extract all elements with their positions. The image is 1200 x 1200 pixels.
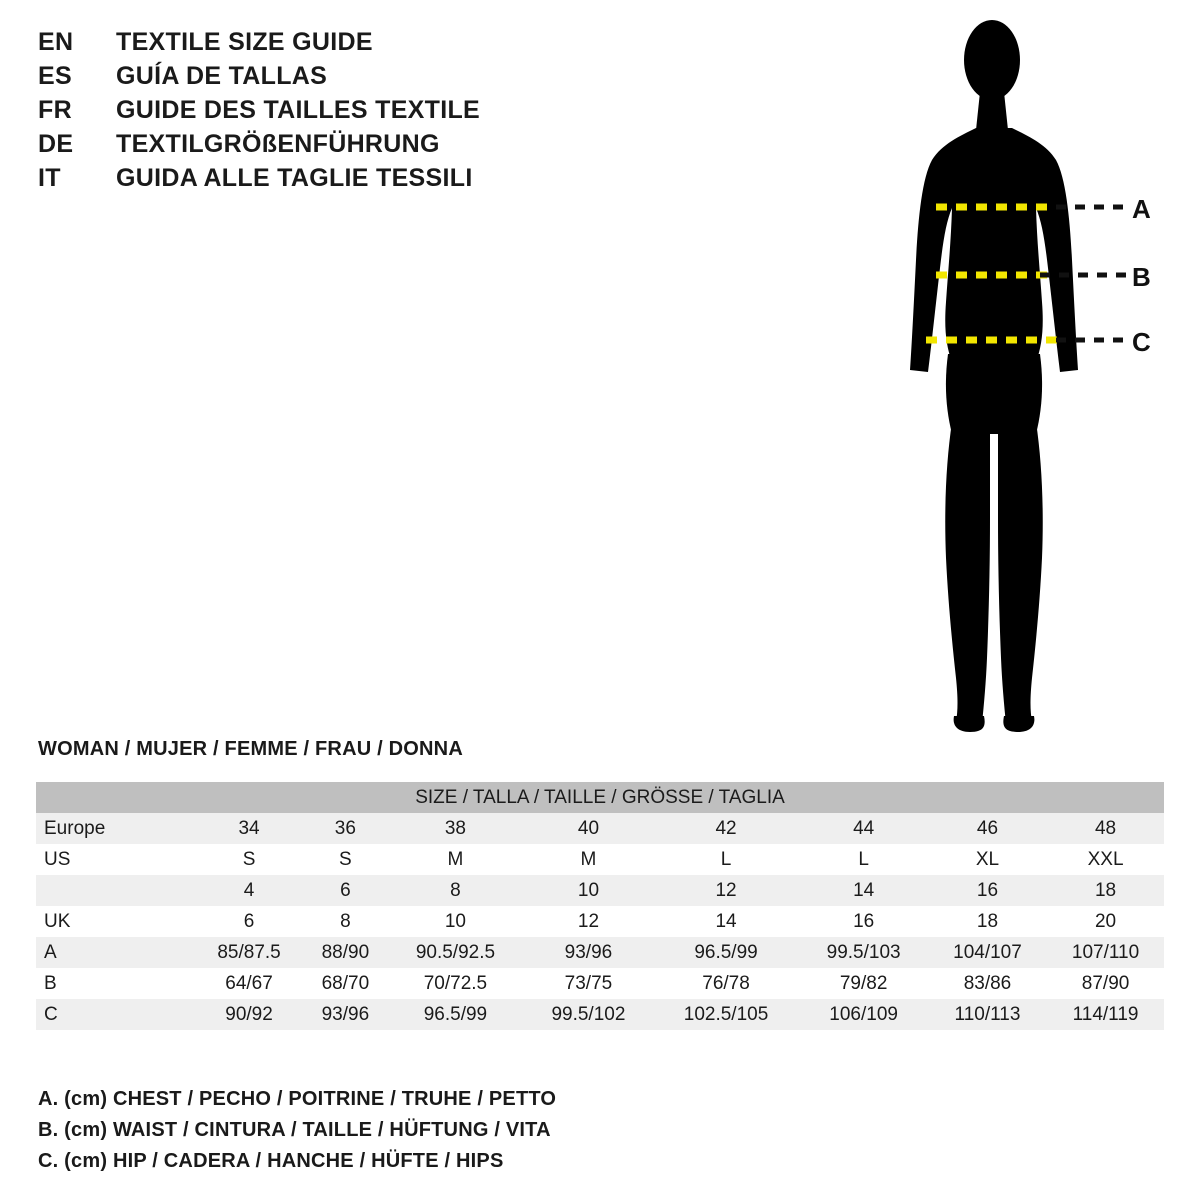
language-row <box>38 28 598 62</box>
table-band-header-label: SIZE / TALLA / TAILLE / GRÖSSE / TAGLIA <box>36 782 1164 813</box>
cell: 8 <box>304 906 387 937</box>
cell: 18 <box>928 906 1047 937</box>
cell: S <box>194 844 304 875</box>
cell: 106/109 <box>799 999 927 1030</box>
cell: 64/67 <box>194 968 304 999</box>
footnote-list <box>38 1088 938 1181</box>
language-row <box>38 62 598 96</box>
cell: 107/110 <box>1047 937 1164 968</box>
cell: 68/70 <box>304 968 387 999</box>
language-title-list <box>38 28 598 198</box>
cell: 20 <box>1047 906 1164 937</box>
cell: L <box>653 844 800 875</box>
row-label: US <box>36 844 194 875</box>
cell: 4 <box>194 875 304 906</box>
cell: XL <box>928 844 1047 875</box>
row-label: UK <box>36 906 194 937</box>
cell: M <box>524 844 652 875</box>
cell: XXL <box>1047 844 1164 875</box>
callout-letter-a: A <box>1132 194 1151 224</box>
cell: 6 <box>194 906 304 937</box>
footnote-chest: A. (cm) CHEST / PECHO / POITRINE / TRUHE / PETTO <box>38 1088 557 1110</box>
row-label: C <box>36 999 194 1030</box>
cell: 46 <box>928 813 1047 844</box>
cell: 96.5/99 <box>387 999 525 1030</box>
measurement-figure <box>860 10 1190 750</box>
size-table <box>36 782 1164 1030</box>
row-label: Europe <box>36 813 194 844</box>
language-title: TEXTILE SIZE GUIDE <box>116 28 373 56</box>
table-row <box>36 937 1164 968</box>
language-code: EN <box>38 28 74 56</box>
cell: 99.5/102 <box>524 999 652 1030</box>
table-row <box>36 844 1164 875</box>
cell: 99.5/103 <box>799 937 927 968</box>
language-title: GUIDA ALLE TAGLIE TESSILI <box>116 164 473 192</box>
language-title: GUIDE DES TAILLES TEXTILE <box>116 96 481 124</box>
language-title: GUÍA DE TALLAS <box>116 62 328 90</box>
cell: 87/90 <box>1047 968 1164 999</box>
cell: 90.5/92.5 <box>387 937 525 968</box>
cell: S <box>304 844 387 875</box>
cell: 85/87.5 <box>194 937 304 968</box>
cell: 18 <box>1047 875 1164 906</box>
cell: 36 <box>304 813 387 844</box>
cell: 6 <box>304 875 387 906</box>
table-row <box>36 906 1164 937</box>
table-band-header <box>36 782 1164 813</box>
cell: 16 <box>799 906 927 937</box>
cell: 76/78 <box>653 968 800 999</box>
cell: 10 <box>387 906 525 937</box>
cell: 16 <box>928 875 1047 906</box>
cell: 38 <box>387 813 525 844</box>
cell: 42 <box>653 813 800 844</box>
cell: 114/119 <box>1047 999 1164 1030</box>
cell: 34 <box>194 813 304 844</box>
cell: 96.5/99 <box>653 937 800 968</box>
callout-letter-c: C <box>1132 327 1151 357</box>
cell: 44 <box>799 813 927 844</box>
table-row <box>36 968 1164 999</box>
cell: 40 <box>524 813 652 844</box>
row-label: A <box>36 937 194 968</box>
row-label <box>36 875 194 906</box>
cell: 14 <box>799 875 927 906</box>
cell: 110/113 <box>928 999 1047 1030</box>
cell: 12 <box>524 906 652 937</box>
cell: 79/82 <box>799 968 927 999</box>
cell: L <box>799 844 927 875</box>
language-code: ES <box>38 62 72 90</box>
cell: 10 <box>524 875 652 906</box>
language-code: IT <box>38 164 61 192</box>
table-row <box>36 875 1164 906</box>
cell: 102.5/105 <box>653 999 800 1030</box>
cell: 104/107 <box>928 937 1047 968</box>
cell: 83/86 <box>928 968 1047 999</box>
language-row <box>38 130 598 164</box>
cell: 14 <box>653 906 800 937</box>
cell: 70/72.5 <box>387 968 525 999</box>
female-silhouette-icon <box>860 10 1190 750</box>
row-label: B <box>36 968 194 999</box>
cell: M <box>387 844 525 875</box>
cell: 8 <box>387 875 525 906</box>
cell: 93/96 <box>304 999 387 1030</box>
language-code: FR <box>38 96 72 124</box>
cell: 90/92 <box>194 999 304 1030</box>
table-row <box>36 999 1164 1030</box>
language-code: DE <box>38 130 74 158</box>
callout-letter-b: B <box>1132 262 1151 292</box>
cell: 93/96 <box>524 937 652 968</box>
language-row <box>38 96 598 130</box>
section-title: WOMAN / MUJER / FEMME / FRAU / DONNA <box>38 738 463 760</box>
cell: 12 <box>653 875 800 906</box>
cell: 73/75 <box>524 968 652 999</box>
footnote-waist: B. (cm) WAIST / CINTURA / TAILLE / HÜFTUNG / VITA <box>38 1119 551 1141</box>
cell: 48 <box>1047 813 1164 844</box>
language-title: TEXTILGRÖßENFÜHRUNG <box>116 130 440 158</box>
language-row <box>38 164 598 198</box>
cell: 88/90 <box>304 937 387 968</box>
table-row <box>36 813 1164 844</box>
footnote-hip: C. (cm) HIP / CADERA / HANCHE / HÜFTE / HIPS <box>38 1150 504 1172</box>
